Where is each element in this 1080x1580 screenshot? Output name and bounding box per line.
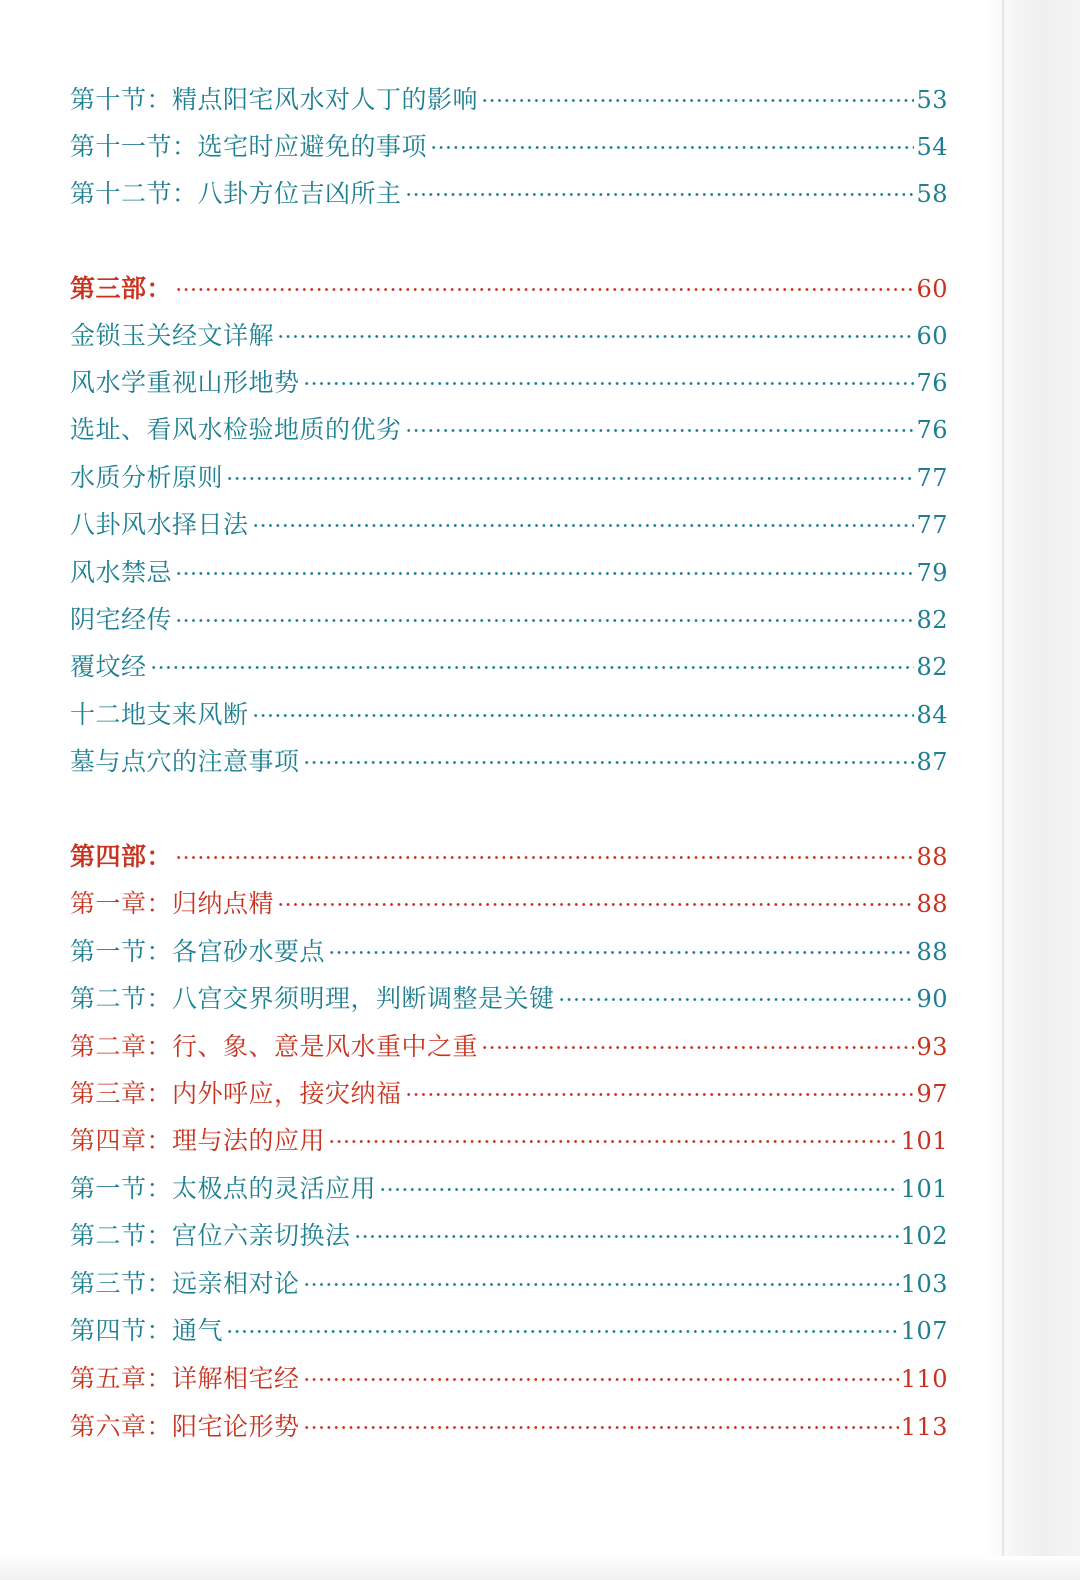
dot-leader — [303, 1410, 899, 1444]
toc-entry-title: 第三节：远亲相对论 — [70, 1269, 300, 1298]
toc-entry[interactable] — [70, 550, 948, 590]
dot-leader — [405, 177, 915, 211]
toc-entry[interactable] — [70, 502, 948, 542]
toc-entry-title: 第二章：行、象、意是风水重中之重 — [70, 1032, 479, 1061]
toc-entry[interactable] — [70, 739, 948, 779]
dot-leader — [175, 272, 914, 306]
dot-leader — [405, 1077, 915, 1111]
dot-leader — [379, 1172, 899, 1206]
toc-entry[interactable] — [70, 644, 948, 684]
toc-entry-page: 87 — [916, 748, 948, 776]
dot-leader — [175, 840, 914, 874]
toc-entry[interactable] — [70, 692, 948, 732]
toc-chapter[interactable] — [70, 1071, 948, 1111]
toc-entry-page: 101 — [900, 1175, 948, 1203]
toc-entry-title: 第三章：内外呼应，接灾纳福 — [70, 1079, 402, 1108]
dot-leader — [481, 1030, 914, 1064]
toc-entry-title: 第一章：归纳点精 — [70, 889, 275, 918]
toc-entry-title: 第二节：八宫交界须明理，判断调整是关键 — [70, 984, 555, 1013]
toc-entry[interactable] — [70, 360, 948, 400]
dot-leader — [303, 745, 915, 779]
dot-leader — [226, 1314, 899, 1348]
dot-leader — [558, 982, 915, 1016]
toc-entry-title: 第五章：详解相宅经 — [70, 1364, 300, 1393]
toc-entry-title: 墓与点穴的注意事项 — [70, 747, 300, 776]
toc-entry-page: 84 — [916, 701, 948, 729]
dot-leader — [328, 935, 914, 969]
toc-part-heading[interactable] — [70, 266, 948, 306]
toc-chapter[interactable] — [70, 1024, 948, 1064]
toc-entry-title: 第四节：通气 — [70, 1316, 224, 1345]
toc-entry-title: 八卦风水择日法 — [70, 510, 249, 539]
toc-entry-title: 第三部： — [70, 274, 173, 303]
toc-entry-page: 88 — [916, 938, 948, 966]
toc-entry-title: 第十节：精点阳宅风水对人丁的影响 — [70, 85, 479, 114]
toc-entry-title: 第二节：宫位六亲切换法 — [70, 1221, 351, 1250]
toc-entry-title: 第一节：太极点的灵活应用 — [70, 1174, 377, 1203]
toc-entry[interactable] — [70, 1213, 948, 1253]
toc-entry-page: 58 — [916, 180, 948, 208]
dot-leader — [481, 83, 914, 117]
dot-leader — [175, 556, 914, 590]
toc-entry-page: 60 — [916, 322, 948, 350]
toc-entry-page: 88 — [916, 890, 948, 918]
toc-entry[interactable] — [70, 597, 948, 637]
dot-leader — [252, 698, 915, 732]
toc-entry-page: 54 — [916, 133, 948, 161]
toc-entry-title: 第四部： — [70, 842, 173, 871]
toc-entry-page: 77 — [916, 464, 948, 492]
toc-chapter[interactable] — [70, 1404, 948, 1444]
dot-leader — [277, 319, 914, 353]
dot-leader — [175, 603, 914, 637]
toc-part-heading[interactable] — [70, 834, 948, 874]
toc-entry-page: 113 — [900, 1413, 948, 1441]
page-bottom-shadow — [0, 1556, 1080, 1580]
toc-entry-page: 60 — [916, 275, 948, 303]
toc-entry[interactable] — [70, 929, 948, 969]
toc-entry[interactable] — [70, 455, 948, 495]
toc-entry-title: 第六章：阳宅论形势 — [70, 1412, 300, 1441]
toc-entry-page: 76 — [916, 416, 948, 444]
toc-entry-title: 十二地支来风断 — [70, 700, 249, 729]
toc-entry-page: 53 — [916, 86, 948, 114]
toc-entry-page: 102 — [900, 1222, 948, 1250]
toc-entry-page: 82 — [916, 653, 948, 681]
toc-entry-page: 103 — [900, 1270, 948, 1298]
toc-entry[interactable] — [70, 77, 948, 117]
dot-leader — [277, 887, 914, 921]
dot-leader — [303, 1267, 899, 1301]
toc-chapter[interactable] — [70, 1356, 948, 1396]
toc-entry-title: 第十一节：选宅时应避免的事项 — [70, 132, 428, 161]
toc-entry-title: 金锁玉关经文详解 — [70, 321, 275, 350]
toc-entry-page: 93 — [916, 1033, 948, 1061]
dot-leader — [430, 130, 914, 164]
dot-leader — [328, 1124, 899, 1158]
toc-entry-page: 77 — [916, 511, 948, 539]
toc-entry-title: 水质分析原则 — [70, 463, 224, 492]
dot-leader — [354, 1219, 899, 1253]
toc-entry-page: 110 — [900, 1365, 948, 1393]
toc-entry-page: 82 — [916, 606, 948, 634]
toc-entry-title: 风水学重视山形地势 — [70, 368, 300, 397]
toc-entry-page: 107 — [900, 1317, 948, 1345]
toc-chapter[interactable] — [70, 881, 948, 921]
toc-entry[interactable] — [70, 1308, 948, 1348]
dot-leader — [226, 461, 914, 495]
toc-entry[interactable] — [70, 1261, 948, 1301]
toc-entry[interactable] — [70, 124, 948, 164]
dot-leader — [252, 508, 915, 542]
toc-entry-title: 风水禁忌 — [70, 558, 173, 587]
toc-entry[interactable] — [70, 171, 948, 211]
toc-entry-page: 76 — [916, 369, 948, 397]
toc-entry-page: 79 — [916, 559, 948, 587]
toc-entry-title: 覆坟经 — [70, 652, 147, 681]
toc-entry[interactable] — [70, 313, 948, 353]
toc-entry-title: 第四章：理与法的应用 — [70, 1126, 326, 1155]
dot-leader — [405, 413, 915, 447]
page-edge — [984, 0, 1080, 1580]
toc-entry[interactable] — [70, 976, 948, 1016]
toc-entry-page: 88 — [916, 843, 948, 871]
toc-entry-page: 101 — [900, 1127, 948, 1155]
toc-entry-page: 90 — [916, 985, 948, 1013]
toc-entry-title: 第一节：各宫砂水要点 — [70, 937, 326, 966]
toc-chapter[interactable] — [70, 1118, 948, 1158]
toc-entry-title: 阴宅经传 — [70, 605, 173, 634]
toc-entry[interactable] — [70, 1166, 948, 1206]
toc-entry-title: 第十二节：八卦方位吉凶所主 — [70, 179, 402, 208]
toc-entry-page: 97 — [916, 1080, 948, 1108]
dot-leader — [303, 1362, 899, 1396]
dot-leader — [150, 650, 915, 684]
toc-entry[interactable] — [70, 407, 948, 447]
dot-leader — [303, 366, 915, 400]
toc-entry-title: 选址、看风水检验地质的优劣 — [70, 415, 402, 444]
